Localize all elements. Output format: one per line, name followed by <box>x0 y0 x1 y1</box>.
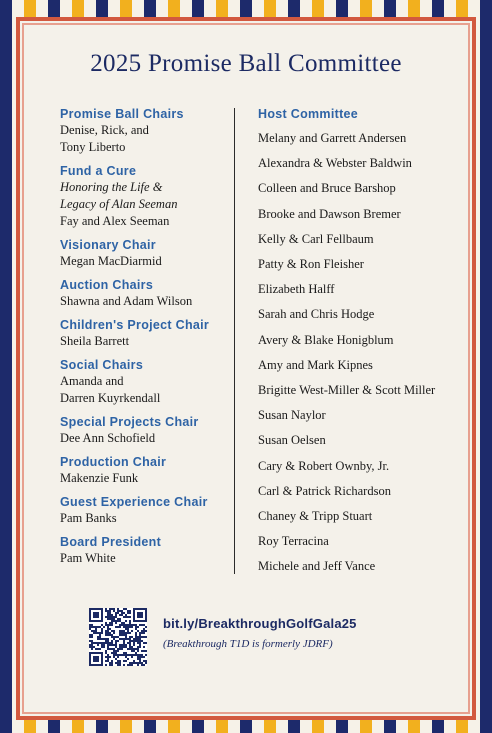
host-name: Susan Naylor <box>258 408 326 423</box>
host-name: Kelly & Carl Fellbaum <box>258 231 374 246</box>
section-line: Pam White <box>60 551 116 565</box>
host-name: Brooke and Dawson Bremer <box>258 206 401 221</box>
section-line: Honoring the Life & <box>60 180 163 194</box>
footer-note: (Breakthrough T1D is formerly JDRF) <box>163 638 333 650</box>
host-name: Brigitte West-Miller & Scott Miller <box>258 383 436 398</box>
host-name: Susan Oelsen <box>258 433 326 448</box>
committee-section <box>60 237 230 270</box>
section-line: Fay and Alex Seeman <box>60 214 170 228</box>
section-line: Darren Kuyrkendall <box>60 391 161 405</box>
committee-section <box>60 106 230 156</box>
section-heading: Board President <box>60 535 162 549</box>
section-heading: Promise Ball Chairs <box>60 107 184 121</box>
section-line: Sheila Barrett <box>60 334 130 348</box>
host-name: Colleen and Bruce Barshop <box>258 181 396 196</box>
host-name: Michele and Jeff Vance <box>258 559 376 574</box>
section-heading: Special Projects Chair <box>60 415 199 429</box>
host-committee-heading: Host Committee <box>258 107 359 121</box>
host-name: Cary & Robert Ownby, Jr. <box>258 458 390 473</box>
committee-section <box>60 494 230 527</box>
column-divider <box>234 108 235 574</box>
qr-code-icon[interactable] <box>89 608 147 666</box>
host-name: Alexandra & Webster Baldwin <box>258 156 412 171</box>
section-line: Legacy of Alan Seeman <box>60 197 178 211</box>
section-line: Shawna and Adam Wilson <box>60 294 193 308</box>
host-committee-list <box>258 126 473 580</box>
host-name: Carl & Patrick Richardson <box>258 483 391 498</box>
section-heading: Visionary Chair <box>60 238 156 252</box>
committee-section <box>60 277 230 310</box>
section-line: Makenzie Funk <box>60 471 139 485</box>
section-heading: Children's Project Chair <box>60 318 210 332</box>
committee-section <box>60 357 230 407</box>
section-heading: Social Chairs <box>60 358 144 372</box>
section-line: Amanda and <box>60 374 124 388</box>
section-line: Pam Banks <box>60 511 117 525</box>
committee-section <box>60 454 230 487</box>
host-name: Sarah and Chris Hodge <box>258 307 375 322</box>
host-name: Roy Terracina <box>258 534 329 549</box>
committee-section <box>60 163 230 230</box>
section-line: Dee Ann Schofield <box>60 431 156 445</box>
event-link[interactable]: bit.ly/BreakthroughGolfGala25 <box>163 616 357 631</box>
section-heading: Auction Chairs <box>60 278 154 292</box>
section-heading: Fund a Cure <box>60 164 137 178</box>
section-heading: Production Chair <box>60 455 167 469</box>
committee-section <box>60 534 230 567</box>
committee-section <box>60 414 230 447</box>
host-name: Patty & Ron Fleisher <box>258 257 364 272</box>
host-name: Melany and Garrett Andersen <box>258 131 407 145</box>
committee-section <box>60 317 230 350</box>
host-name: Elizabeth Halff <box>258 282 335 297</box>
host-name: Avery & Blake Honigblum <box>258 332 394 347</box>
section-line: Megan MacDiarmid <box>60 254 162 268</box>
section-heading: Guest Experience Chair <box>60 495 208 509</box>
left-column <box>60 106 230 574</box>
section-line: Denise, Rick, and <box>60 123 149 137</box>
section-line: Tony Liberto <box>60 140 126 154</box>
page-title: 2025 Promise Ball Committee <box>90 50 402 77</box>
host-name: Chaney & Tripp Stuart <box>258 509 373 524</box>
host-committee-column <box>258 106 473 580</box>
host-name: Amy and Mark Kipnes <box>258 357 373 372</box>
